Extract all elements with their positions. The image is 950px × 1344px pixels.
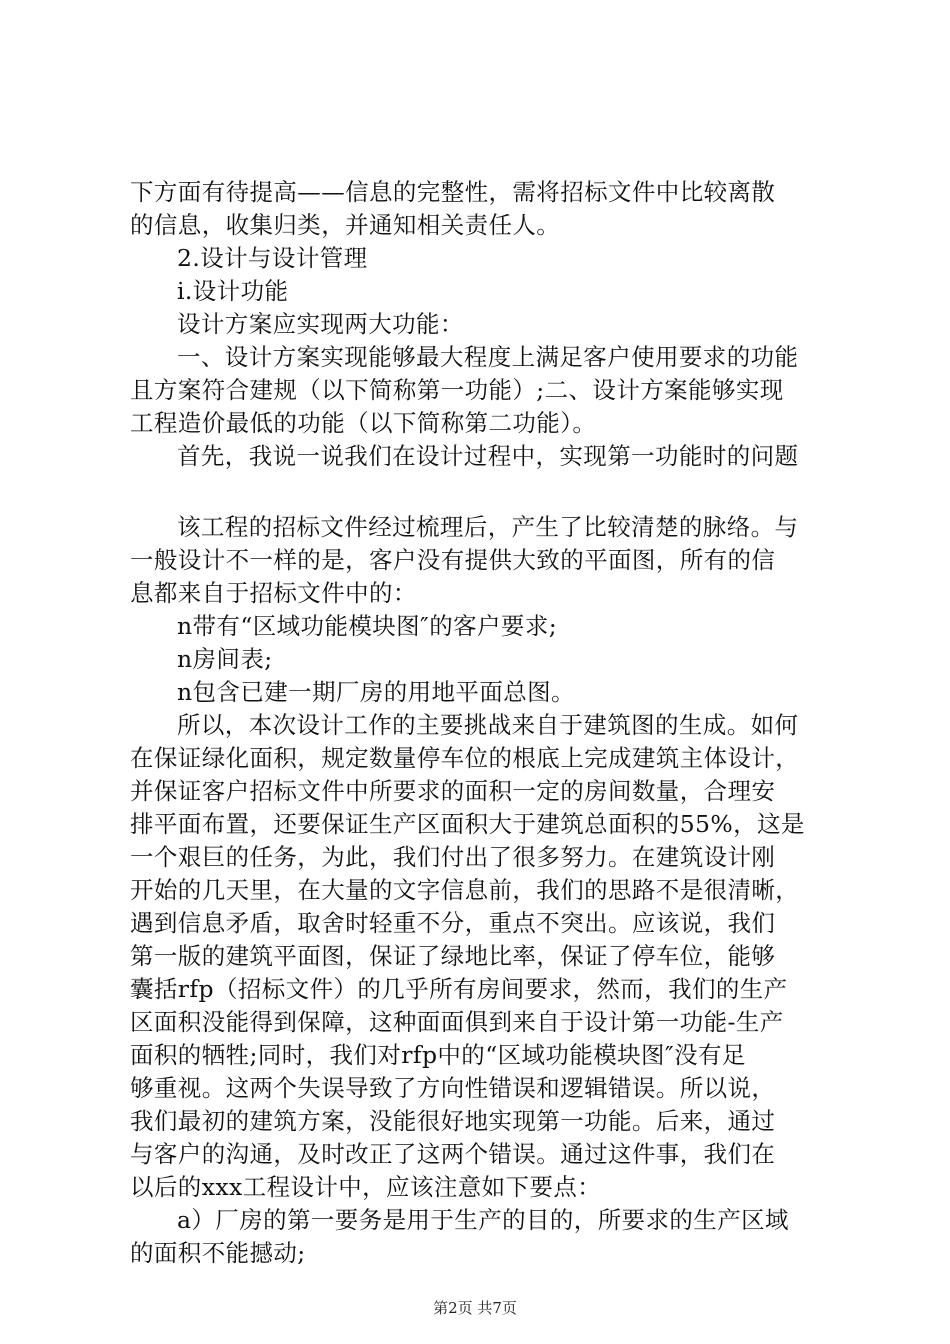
text-line: 排平面布置，还要保证生产区面积大于建筑总面积的55%，这是 xyxy=(130,810,805,838)
list-item: n带有“区域功能模块图″的客户要求; xyxy=(177,612,558,640)
text-line: 并保证客户招标文件中所要求的面积一定的房间数量，合理安 xyxy=(130,777,776,805)
text-line: 区面积没能得到保障，这种面面俱到来自于设计第一功能-生产 xyxy=(130,1008,784,1036)
text-line: 一、设计方案实现能够最大程度上满足客户使用要求的功能 xyxy=(177,343,799,371)
text-line: 一个艰巨的任务，为此，我们付出了很多努力。在建筑设计刚 xyxy=(130,843,776,871)
text-line: 与客户的沟通，及时改正了这两个错误。通过这件事，我们在 xyxy=(130,1140,776,1168)
text-line: 面积的牺牲;同时，我们对rfp中的“区域功能模块图″没有足 xyxy=(130,1041,746,1069)
list-item: a）厂房的第一要务是用于生产的目的，所要求的生产区域 xyxy=(177,1206,789,1234)
text-line: 我们最初的建筑方案，没能很好地实现第一功能。后来，通过 xyxy=(130,1107,776,1135)
text-line: 第一版的建筑平面图，保证了绿地比率，保证了停车位，能够 xyxy=(130,942,776,970)
text-line: 且方案符合建规（以下简称第一功能）;二、设计方案能够实现 xyxy=(130,376,784,404)
section-heading: 2.设计与设计管理 xyxy=(177,244,368,272)
text-line: 下方面有待提高——信息的完整性，需将招标文件中比较离散 xyxy=(130,178,776,206)
page-number-footer: 第2页 共7页 xyxy=(433,1299,517,1317)
text-line: 遇到信息矛盾，取舍时轻重不分，重点不突出。应该说，我们 xyxy=(130,909,776,937)
list-item: n包含已建一期厂房的用地平面总图。 xyxy=(177,678,575,706)
text-line: 以后的xxx工程设计中，应该注意如下要点： xyxy=(130,1173,602,1201)
text-line: 设计方案应实现两大功能： xyxy=(177,310,464,338)
subsection-heading: i.设计功能 xyxy=(177,277,289,305)
list-item: n房间表; xyxy=(177,645,273,673)
text-line: 在保证绿化面积，规定数量停车位的根底上完成建筑主体设计， xyxy=(130,744,800,772)
text-line: 的信息，收集归类，并通知相关责任人。 xyxy=(130,211,561,239)
text-line: 的面积不能撼动; xyxy=(130,1239,306,1267)
text-line: 一般设计不一样的是，客户没有提供大致的平面图，所有的信 xyxy=(130,546,776,574)
text-line: 工程造价最低的功能（以下简称第二功能）。 xyxy=(130,409,597,437)
text-line: 该工程的招标文件经过梳理后，产生了比较清楚的脉络。与 xyxy=(177,513,799,541)
text-line: 够重视。这两个失误导致了方向性错误和逻辑错误。所以说， xyxy=(130,1074,776,1102)
text-line: 囊括rfp（招标文件）的几乎所有房间要求，然而，我们的生产 xyxy=(130,975,788,1003)
text-line: 首先，我说一说我们在设计过程中，实现第一功能时的问题 xyxy=(177,442,799,470)
text-line: 开始的几天里，在大量的文字信息前，我们的思路不是很清晰， xyxy=(130,876,800,904)
text-line: 所以，本次设计工作的主要挑战来自于建筑图的生成。如何 xyxy=(177,711,799,739)
text-line: 息都来自于招标文件中的： xyxy=(130,579,417,607)
